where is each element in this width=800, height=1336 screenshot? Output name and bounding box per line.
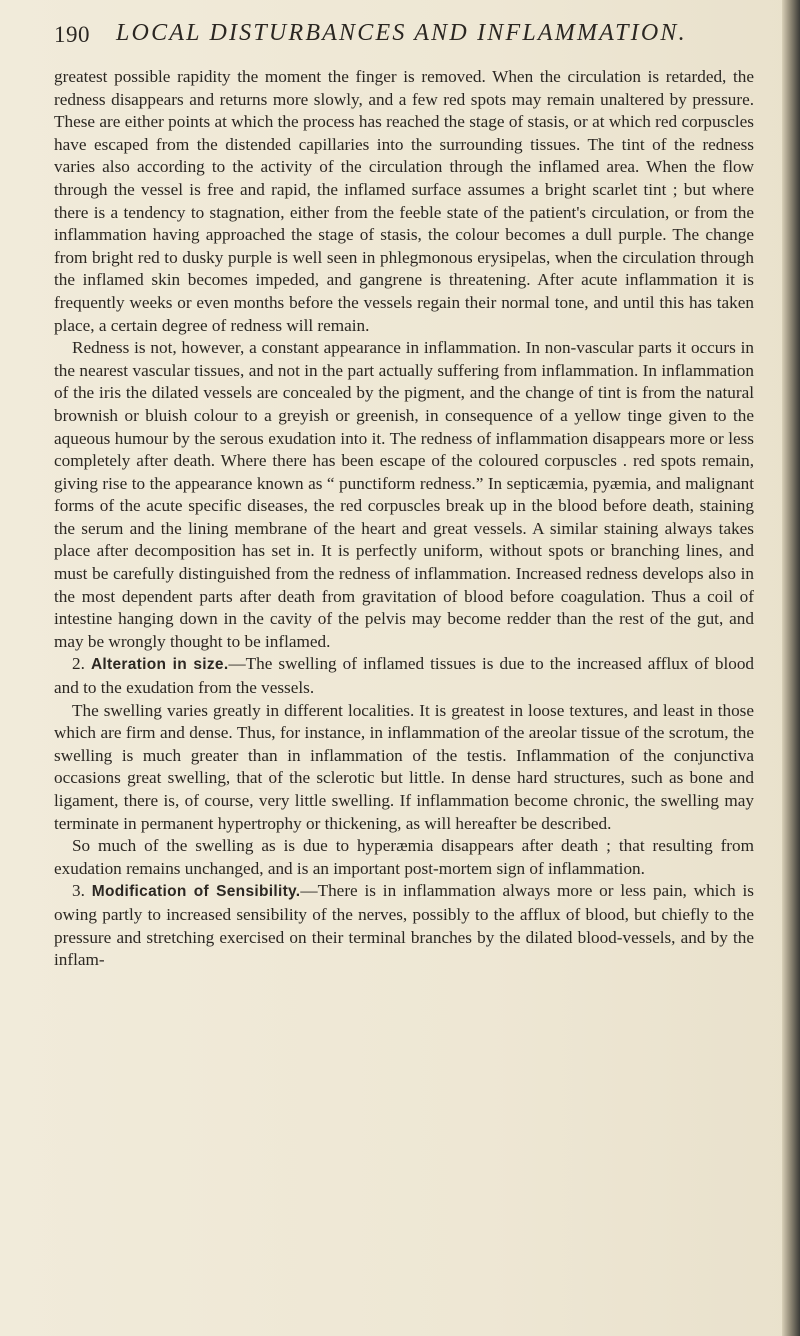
page-number: 190 xyxy=(54,22,90,47)
body-text xyxy=(54,66,754,972)
paragraph-text: So much of the swelling as is due to hyperæmia disappears after death ; that resulting from exudation remains unchanged, and is an important post-mortem sign of inflammation. xyxy=(54,836,754,878)
paragraph-text: greatest possible rapidity the moment the finger is removed. When the circulation is retarded, the redness disappears and returns more slowly, and a few red spots may remain unaltered by pressure. These are either points at which the process has reached the stage of stasis, or at which red corpuscles have escaped from the distended capillaries into the surrounding tissues. The tint of the redness varies also according to the activity of the circulation through the inflamed area. When the flow through the vessel is free and rapid, the inflamed surface assumes a bright scarlet tint ; but where there is a tendency to stagnation, either from the feeble state of the patient's circulation, or from the inflammation having approached the stage of stasis, the colour becomes a dull purple. The change from bright red to dusky purple is well seen in phlegmonous erysipelas, when the circulation through the inflamed skin becomes impeded, and gangrene is threatening. After acute inflammation it is frequently weeks or even months before the vessels regain their normal tone, and until this has taken place, a certain degree of redness will remain. xyxy=(54,67,754,335)
paragraph-hyperaemia-after-death xyxy=(54,835,754,880)
paragraph-redness-tint xyxy=(54,66,754,337)
paragraph-text: —There is in inflammation always more or less pain, which is owing partly to increased sensibility of the nerves, possibly to the afflux of blood, but chiefly to the pressure and stretching exercised on their terminal branches by the dilated blood-vessels, and by the inflam- xyxy=(54,881,754,970)
section-heading: Alteration in size. xyxy=(90,656,229,674)
running-title: LOCAL DISTURBANCES AND INFLAMMATION. xyxy=(116,20,687,46)
section-modification-of-sensibility xyxy=(54,880,754,971)
section-alteration-in-size xyxy=(54,653,754,699)
section-heading: Modification of Sensibility. xyxy=(91,883,301,901)
paragraph-text: Redness is not, however, a constant appearance in inflammation. In non-vascular parts it occurs in the nearest vascular tissues, and not in the part actually suffering from inflammation. In inflammation of the iris the dilated vessels are concealed by the pigment, and the change of tint is from the natural brownish or bluish colour to a greyish or greenish, in consequence of a yellow tinge given to the aqueous humour by the serous exudation into it. The redness of inflammation disappears more or less completely after death. Where there has been escape of the coloured corpuscles . red spots remain, giving rise to the appearance known as “ punctiform redness.” In septicæmia, pyæmia, and malignant forms of the acute specific diseases, the red corpuscles break up in the blood before death, staining the serum and the lining membrane of the heart and great vessels. A similar staining always takes place after decomposition has set in. It is perfectly uniform, without spots or branching lines, and must be carefully distinguished from the redness of inflammation. Increased redness develops also in the most dependent parts after death from gravitation of blood before coagulation. Thus a coil of intestine hanging down in the cavity of the pelvis may become redder than the rest of the gut, and may be wrongly thought to be inflamed. xyxy=(54,338,754,651)
page-header xyxy=(54,18,754,54)
paragraph-redness-not-constant xyxy=(54,337,754,653)
section-number: 3. xyxy=(72,881,85,901)
paragraph-text: —The swelling of inflamed tissues is due to the increased afflux of blood and to the exudation from the vessels. xyxy=(54,654,755,698)
section-number: 2. xyxy=(72,654,85,674)
page-edge-shadow xyxy=(782,0,800,1336)
paragraph-text: The swelling varies greatly in different localities. It is greatest in loose textures, and least in those which are firm and dense. Thus, for instance, in inflammation of the areolar tissue of the scrotum, the swelling is much greater than in inflammation of the testis. Inflammation of the conjunctiva occasions great swelling, that of the sclerotic but little. In dense hard structures, such as bone and ligament, there is, of course, very little swelling. If inflammation become chronic, the swelling may terminate in permanent hypertrophy or thickening, as will hereafter be described. xyxy=(54,700,754,833)
paragraph-swelling-varies xyxy=(54,700,754,836)
